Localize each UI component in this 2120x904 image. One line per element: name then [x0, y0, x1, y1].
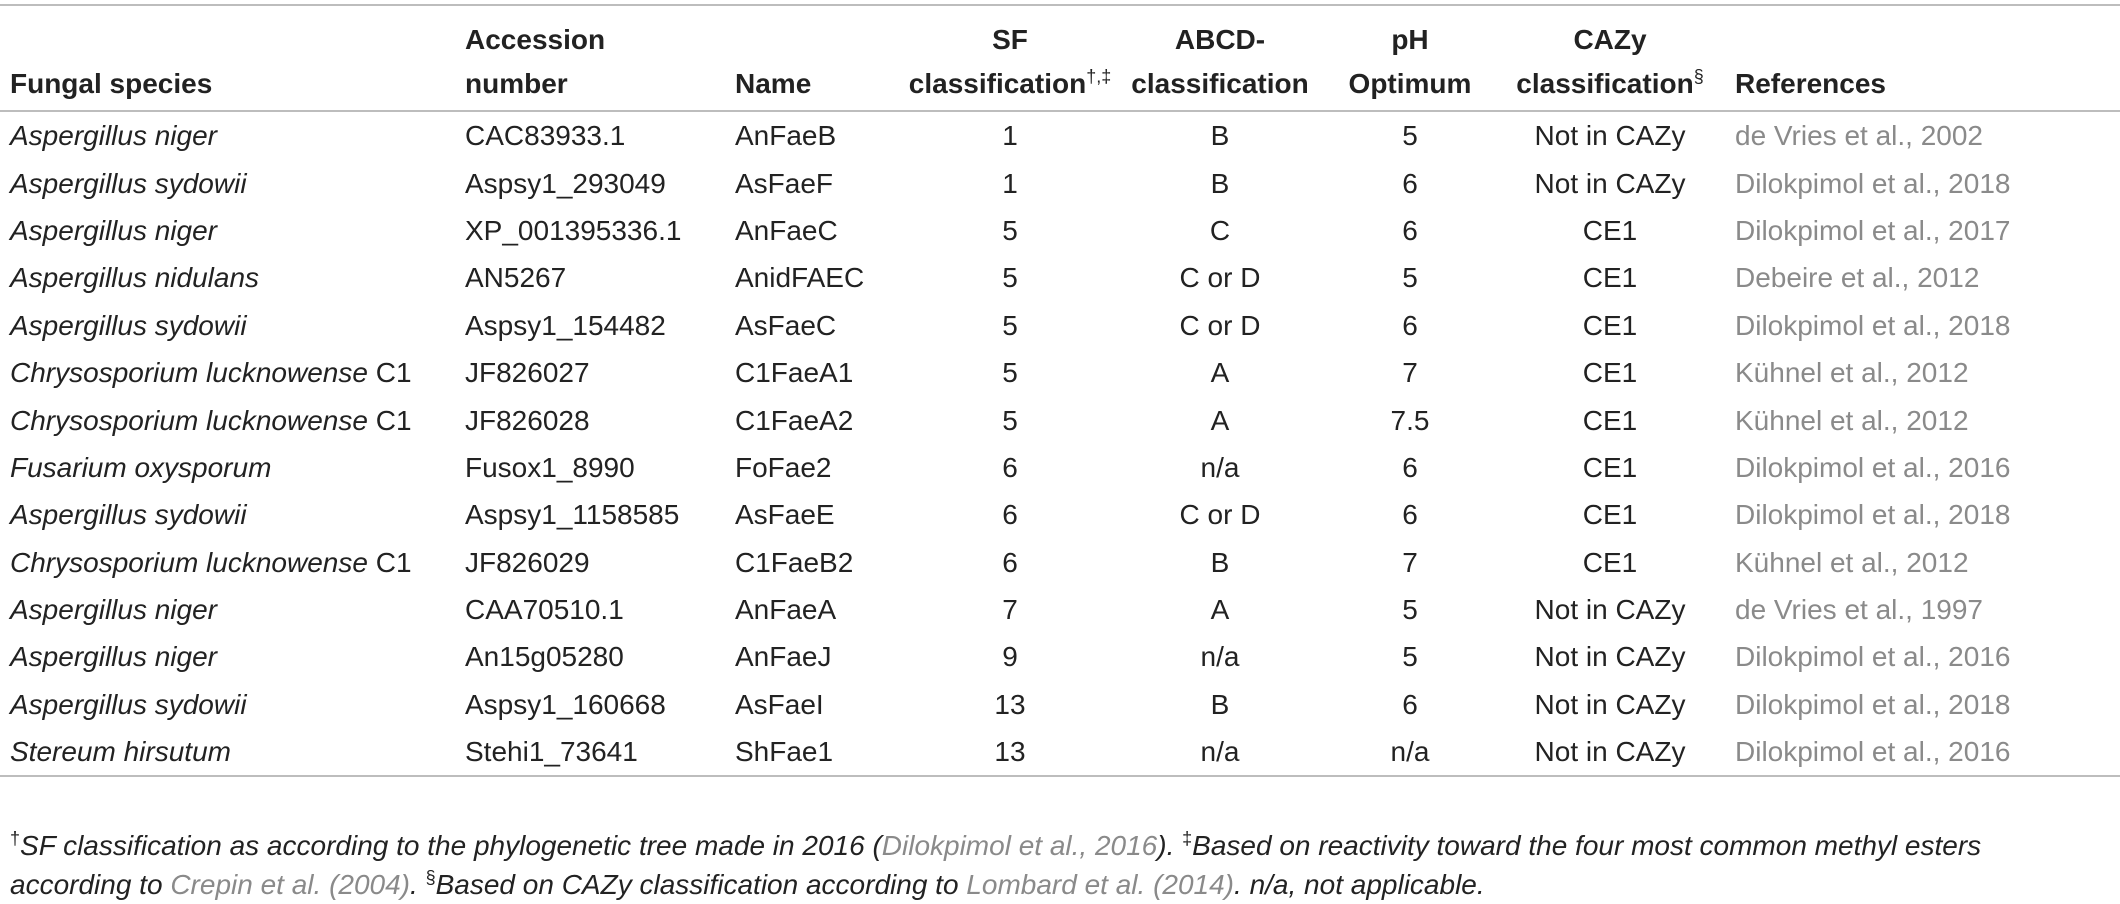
cell-cazy-classification: Not in CAZy: [1534, 641, 1686, 673]
cell-reference[interactable]: Dilokpimol et al., 2016: [1735, 641, 2011, 673]
cell-species: Chrysosporium lucknowense C1: [10, 357, 412, 389]
cell-accession: CAC83933.1: [465, 120, 626, 152]
cell-sf-classification: 5: [1002, 262, 1018, 294]
cell-sf-classification: 9: [1002, 641, 1018, 673]
cell-ph-optimum: 6: [1402, 309, 1418, 341]
cell-abcd-classification: A: [1210, 404, 1230, 436]
table-row: [0, 254, 2120, 301]
cell-ph-optimum: 6: [1402, 451, 1418, 483]
cell-cazy-classification: Not in CAZy: [1534, 167, 1686, 199]
cell-cazy-classification: CE1: [1582, 262, 1638, 294]
cell-accession: Aspsy1_160668: [465, 688, 666, 720]
cell-abcd-classification: n/a: [1200, 451, 1240, 483]
cell-accession: AN5267: [465, 262, 567, 294]
cell-accession: Fusox1_8990: [465, 451, 635, 483]
cell-reference[interactable]: Dilokpimol et al., 2018: [1735, 167, 2011, 199]
cell-name: AnFaeJ: [735, 641, 832, 673]
cell-species: Aspergillus niger: [10, 120, 217, 152]
cell-ph-optimum: 6: [1402, 499, 1418, 531]
cell-reference[interactable]: Dilokpimol et al., 2016: [1725, 728, 2120, 776]
cell-ph-optimum: 5: [1402, 641, 1418, 673]
footnote-ref-dilokpimol-2016[interactable]: Dilokpimol et al., 2016: [881, 830, 1158, 861]
cell-species: Aspergillus niger: [10, 594, 217, 626]
cell-abcd-classification: C or D: [1179, 499, 1261, 531]
cell-reference[interactable]: Kühnel et al., 2012: [1735, 357, 1969, 389]
table-row: [0, 681, 2120, 728]
cell-cazy-classification: Not in CAZy: [1534, 120, 1686, 152]
cell-ph-optimum: 6: [1402, 167, 1418, 199]
cell-reference[interactable]: de Vries et al., 2002: [1735, 120, 1984, 152]
cell-reference[interactable]: Kühnel et al., 2012: [1735, 546, 1969, 578]
cell-sf-classification: 5: [1002, 214, 1018, 246]
cell-name: AsFaeF: [735, 167, 834, 199]
table-row: [0, 111, 2120, 159]
cell-name: ShFae1: [725, 728, 905, 776]
cell-sf-classification: 6: [1002, 499, 1018, 531]
table-footnote: †SF classification as according to the phylogenetic tree made in 2016 (Dilokpimol et al., 2016). ‡Based on reactivity toward the four most common methyl esters according to Crepin et al. (2004). §Based on CAZy classification according to Lombard et al. (2014). n/a, not applicable.: [10, 828, 1982, 900]
cell-species: Fusarium oxysporum: [10, 451, 272, 483]
header-name: Name: [725, 5, 905, 111]
cell-species: Aspergillus nidulans: [10, 262, 260, 294]
footnote-ref-crepin-2004[interactable]: Crepin et al. (2004): [170, 869, 411, 900]
cell-cazy-classification: Not in CAZy: [1534, 688, 1686, 720]
cell-abcd-classification: A: [1210, 357, 1230, 389]
cell-ph-optimum: 7: [1402, 357, 1418, 389]
cell-name: AnFaeB: [735, 120, 837, 152]
cell-accession: JF826027: [465, 357, 590, 389]
cell-species: Aspergillus niger: [10, 641, 217, 673]
cell-accession: Aspsy1_154482: [465, 309, 666, 341]
cell-cazy-classification: CE1: [1582, 451, 1638, 483]
cell-reference[interactable]: Dilokpimol et al., 2018: [1735, 499, 2011, 531]
table-row: [0, 444, 2120, 491]
header-fungal-species: Fungal species: [0, 5, 455, 111]
cell-reference[interactable]: Debeire et al., 2012: [1735, 262, 1980, 294]
cell-sf-classification: 7: [1002, 594, 1018, 626]
table-row: [0, 302, 2120, 349]
cell-name: C1FaeA2: [735, 404, 854, 436]
cell-name: AnFaeC: [735, 214, 838, 246]
cell-name: AnidFAEC: [735, 262, 865, 294]
cell-sf-classification: 5: [1002, 309, 1018, 341]
cell-species: Chrysosporium lucknowense C1: [10, 404, 412, 436]
cell-reference[interactable]: de Vries et al., 1997: [1735, 594, 1984, 626]
table-row: [0, 586, 2120, 633]
cell-name: AsFaeI: [735, 688, 824, 720]
table-row: [0, 396, 2120, 443]
cell-name: C1FaeA1: [735, 357, 854, 389]
cell-name: AsFaeE: [735, 499, 835, 531]
cell-accession: JF826028: [465, 404, 590, 436]
cell-abcd-classification: n/a: [1200, 641, 1240, 673]
cell-name: C1FaeB2: [735, 546, 854, 578]
header-abcd-classification: ABCD- classification: [1115, 5, 1325, 111]
cell-ph-optimum: 7.5: [1390, 404, 1430, 436]
header-references: References: [1725, 5, 2120, 111]
cell-name: FoFae2: [735, 451, 832, 483]
table-row: [0, 159, 2120, 206]
table-row: [0, 728, 2120, 776]
cell-cazy-classification: CE1: [1582, 404, 1638, 436]
cell-cazy-classification: CE1: [1582, 499, 1638, 531]
cell-abcd-classification: C: [1209, 214, 1231, 246]
table-body: [0, 111, 2120, 776]
cell-accession: An15g05280: [465, 641, 624, 673]
cell-ph-optimum: 6: [1402, 214, 1418, 246]
cell-sf-classification: 5: [1002, 357, 1018, 389]
cell-ph-optimum: 7: [1402, 546, 1418, 578]
cell-name: AnFaeA: [735, 594, 837, 626]
table-row: [0, 539, 2120, 586]
cell-reference[interactable]: Dilokpimol et al., 2018: [1735, 688, 2011, 720]
cell-reference[interactable]: Dilokpimol et al., 2018: [1735, 309, 2011, 341]
cell-sf-classification: 1: [1002, 120, 1018, 152]
cell-ph-optimum: 5: [1402, 120, 1418, 152]
cell-abcd-classification: B: [1210, 167, 1230, 199]
cell-abcd-classification: C or D: [1179, 309, 1261, 341]
cell-sf-classification: 6: [1002, 451, 1018, 483]
cell-cazy-classification: CE1: [1582, 309, 1638, 341]
enzyme-table: [0, 4, 2120, 777]
cell-sf-classification: 13: [905, 728, 1115, 776]
cell-abcd-classification: B: [1210, 688, 1230, 720]
cell-cazy-classification: Not in CAZy: [1534, 594, 1686, 626]
cell-ph-optimum: 6: [1402, 688, 1418, 720]
cell-reference[interactable]: Kühnel et al., 2012: [1735, 404, 1969, 436]
table-row: [0, 633, 2120, 680]
cell-accession: Stehi1_73641: [455, 728, 725, 776]
header-row: [0, 5, 2120, 111]
cell-accession: Aspsy1_1158585: [465, 499, 680, 531]
cell-sf-classification: 6: [1002, 546, 1018, 578]
cell-accession: Aspsy1_293049: [465, 167, 666, 199]
cell-species: Aspergillus sydowii: [10, 167, 247, 199]
header-accession-number: Accession number: [455, 5, 725, 111]
cell-species: Aspergillus sydowii: [10, 688, 247, 720]
header-cazy-classification: CAZy classification§: [1495, 5, 1725, 111]
cell-accession: CAA70510.1: [465, 594, 624, 626]
cell-species: Chrysosporium lucknowense C1: [10, 546, 412, 578]
cell-species: Stereum hirsutum: [0, 728, 455, 776]
cell-abcd-classification: B: [1210, 120, 1230, 152]
cell-ph-optimum: n/a: [1325, 728, 1495, 776]
table-row: [0, 491, 2120, 538]
header-sf-classification: SF classification†,‡: [905, 5, 1115, 111]
cell-sf-classification: 5: [1002, 404, 1018, 436]
cell-name: AsFaeC: [735, 309, 837, 341]
cell-cazy-classification: CE1: [1582, 546, 1638, 578]
cell-species: Aspergillus sydowii: [10, 499, 247, 531]
cell-accession: XP_001395336.1: [465, 214, 682, 246]
header-ph-optimum: pH Optimum: [1325, 5, 1495, 111]
cell-accession: JF826029: [465, 546, 590, 578]
cell-abcd-classification: B: [1210, 546, 1230, 578]
cell-species: Aspergillus sydowii: [10, 309, 247, 341]
cell-reference[interactable]: Dilokpimol et al., 2017: [1735, 214, 2011, 246]
cell-cazy-classification: CE1: [1582, 357, 1638, 389]
cell-ph-optimum: 5: [1402, 594, 1418, 626]
table-row: [0, 349, 2120, 396]
cell-cazy-classification: CE1: [1582, 214, 1638, 246]
cell-abcd-classification: n/a: [1115, 728, 1325, 776]
cell-sf-classification: 1: [1002, 167, 1018, 199]
cell-abcd-classification: A: [1210, 594, 1230, 626]
cell-species: Aspergillus niger: [10, 214, 217, 246]
footnote-ref-lombard-2014[interactable]: Lombard et al. (2014): [966, 869, 1235, 900]
table-row: [0, 207, 2120, 254]
cell-ph-optimum: 5: [1402, 262, 1418, 294]
cell-cazy-classification: Not in CAZy: [1495, 728, 1725, 776]
cell-sf-classification: 13: [994, 688, 1026, 720]
cell-abcd-classification: C or D: [1179, 262, 1261, 294]
cell-reference[interactable]: Dilokpimol et al., 2016: [1735, 451, 2011, 483]
